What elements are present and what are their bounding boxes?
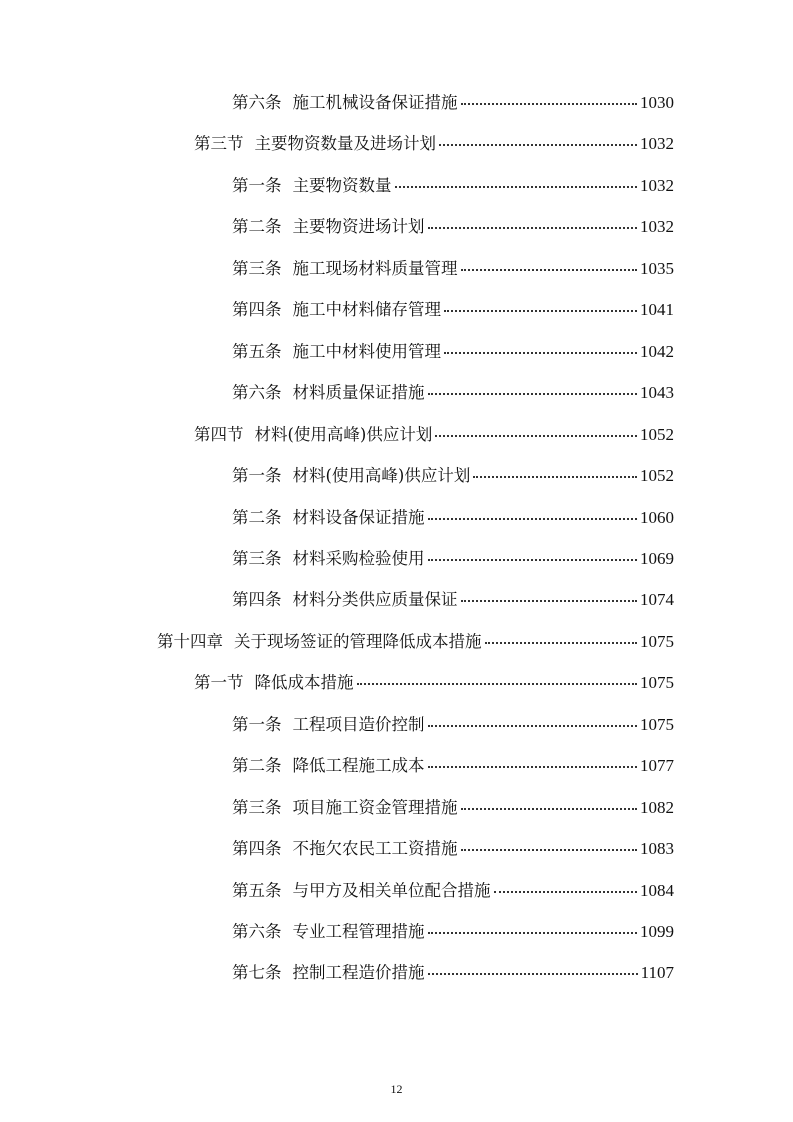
toc-entry-article[interactable] xyxy=(232,379,674,407)
toc-entry-label: 第十四章 xyxy=(157,631,223,651)
toc-entry-label: 第六条 xyxy=(232,922,282,941)
toc-entry-page: 1099 xyxy=(640,922,674,941)
toc-entry-article[interactable] xyxy=(232,462,674,490)
toc-entry-title: 材料质量保证措施 xyxy=(292,383,425,403)
toc-entry-label: 第二条 xyxy=(232,507,282,527)
toc-entry-article[interactable] xyxy=(232,959,674,987)
toc-entry-label: 第三节 xyxy=(194,134,244,154)
toc-entry-section[interactable] xyxy=(194,669,674,697)
dot-leader xyxy=(461,102,638,105)
toc-entry-title: 专业工程管理措施 xyxy=(292,922,425,941)
dot-leader xyxy=(485,641,638,644)
toc-entry-label: 第三条 xyxy=(232,797,282,817)
toc-entry-page: 1075 xyxy=(640,673,674,693)
dot-leader xyxy=(428,972,638,975)
toc-entry-page: 1041 xyxy=(640,300,674,320)
toc-entry-page: 1042 xyxy=(640,341,674,361)
toc-entry-article[interactable] xyxy=(232,89,674,117)
toc-entry-label: 第四节 xyxy=(194,424,244,444)
dot-leader xyxy=(428,517,638,520)
toc-entry-article[interactable] xyxy=(232,586,674,614)
toc-entry-page: 1107 xyxy=(640,963,674,983)
toc-entry-label: 第一条 xyxy=(232,175,282,195)
dot-leader xyxy=(461,599,638,602)
toc-entry-article[interactable] xyxy=(232,338,674,366)
dot-leader xyxy=(428,558,638,561)
toc-entry-page: 1074 xyxy=(640,590,674,610)
toc-entry-article[interactable] xyxy=(232,711,674,739)
dot-leader xyxy=(428,724,638,727)
toc-entry-label: 第二条 xyxy=(232,217,282,237)
toc-entry-label: 第四条 xyxy=(232,590,282,610)
dot-leader xyxy=(444,351,637,354)
toc-entry-section[interactable] xyxy=(194,421,674,449)
dot-leader xyxy=(428,765,638,768)
toc-entry-page: 1032 xyxy=(640,175,674,195)
toc-entry-page: 1052 xyxy=(640,466,674,486)
toc-entry-title: 施工中材料使用管理 xyxy=(292,341,441,361)
toc-entry-title: 材料设备保证措施 xyxy=(292,507,425,527)
toc-entry-page: 1060 xyxy=(640,507,674,527)
toc-entry-title: 控制工程造价措施 xyxy=(292,963,425,983)
dot-leader xyxy=(428,931,638,934)
toc-entry-section[interactable] xyxy=(194,130,674,158)
dot-leader xyxy=(461,848,638,851)
toc-entry-article[interactable] xyxy=(232,504,674,532)
toc-entry-article[interactable] xyxy=(232,255,674,283)
toc-entry-title: 项目施工资金管理措施 xyxy=(292,797,458,817)
dot-leader xyxy=(428,392,638,395)
toc-entry-title: 施工现场材料质量管理 xyxy=(292,258,458,278)
toc-entry-title: 施工中材料储存管理 xyxy=(292,300,441,320)
dot-leader xyxy=(461,268,638,271)
toc-entry-page: 1075 xyxy=(640,714,674,734)
toc-entry-title: 与甲方及相关单位配合措施 xyxy=(292,880,491,900)
toc-entry-page: 1032 xyxy=(640,217,674,237)
toc-entry-label: 第四条 xyxy=(232,300,282,320)
toc-entry-title: 材料采购检验使用 xyxy=(292,548,425,568)
toc-entry-page: 1075 xyxy=(640,631,674,651)
toc-entry-page: 1084 xyxy=(640,880,674,900)
toc-entry-article[interactable] xyxy=(232,918,674,946)
toc-entry-page: 1082 xyxy=(640,797,674,817)
toc-entry-label: 第一条 xyxy=(232,714,282,734)
dot-leader xyxy=(494,890,638,893)
toc-entry-page: 1052 xyxy=(640,424,674,444)
toc-entry-page: 1030 xyxy=(640,93,674,112)
toc-entry-title: 材料分类供应质量保证 xyxy=(292,590,458,610)
toc-entry-title: 不拖欠农民工工资措施 xyxy=(292,839,458,859)
toc-entry-page: 1032 xyxy=(640,134,674,154)
toc-entry-article[interactable] xyxy=(232,752,674,780)
toc-entry-label: 第七条 xyxy=(232,963,282,983)
toc-entry-page: 1083 xyxy=(640,839,674,859)
toc-entry-title: 主要物资数量 xyxy=(292,175,392,195)
dot-leader xyxy=(444,309,637,312)
toc-entry-title: 材料(使用高峰)供应计划 xyxy=(254,424,433,444)
toc-entry-title: 降低工程施工成本 xyxy=(292,756,425,776)
dot-leader xyxy=(395,185,638,188)
dot-leader xyxy=(357,682,638,685)
toc-entry-label: 第四条 xyxy=(232,839,282,859)
dot-leader xyxy=(473,475,637,478)
toc-entry-title: 降低成本措施 xyxy=(254,673,354,693)
toc-entry-page: 1077 xyxy=(640,756,674,776)
toc-entry-label: 第一条 xyxy=(232,466,282,486)
toc-entry-chapter[interactable] xyxy=(157,628,674,656)
toc-entry-label: 第五条 xyxy=(232,341,282,361)
toc-entry-article[interactable] xyxy=(232,545,674,573)
toc-entry-article[interactable] xyxy=(232,172,674,200)
toc-entry-title: 主要物资进场计划 xyxy=(292,217,425,237)
toc-entry-label: 第三条 xyxy=(232,548,282,568)
toc-entry-label: 第五条 xyxy=(232,880,282,900)
toc-entry-label: 第六条 xyxy=(232,93,282,112)
toc-entry-title: 施工机械设备保证措施 xyxy=(292,93,458,112)
toc-entry-title: 关于现场签证的管理降低成本措施 xyxy=(234,631,482,651)
toc-entry-article[interactable] xyxy=(232,794,674,822)
toc-entry-article[interactable] xyxy=(232,213,674,241)
toc-entry-page: 1069 xyxy=(640,548,674,568)
toc-entry-label: 第二条 xyxy=(232,756,282,776)
toc-entry-article[interactable] xyxy=(232,877,674,905)
toc-entry-article[interactable] xyxy=(232,835,674,863)
page-number: 12 xyxy=(390,1082,403,1096)
toc-entry-label: 第六条 xyxy=(232,383,282,403)
dot-leader xyxy=(461,807,638,810)
toc-entry-title: 工程项目造价控制 xyxy=(292,714,425,734)
toc-entry-label: 第一节 xyxy=(194,673,244,693)
toc-entry-title: 材料(使用高峰)供应计划 xyxy=(292,466,471,486)
toc-entry-label: 第三条 xyxy=(232,258,282,278)
toc-entry-article[interactable] xyxy=(232,296,674,324)
toc-entry-page: 1035 xyxy=(640,258,674,278)
toc-entry-title: 主要物资数量及进场计划 xyxy=(254,134,436,154)
dot-leader xyxy=(435,434,637,437)
toc-entry-page: 1043 xyxy=(640,383,674,403)
dot-leader xyxy=(428,226,638,229)
dot-leader xyxy=(439,143,637,146)
